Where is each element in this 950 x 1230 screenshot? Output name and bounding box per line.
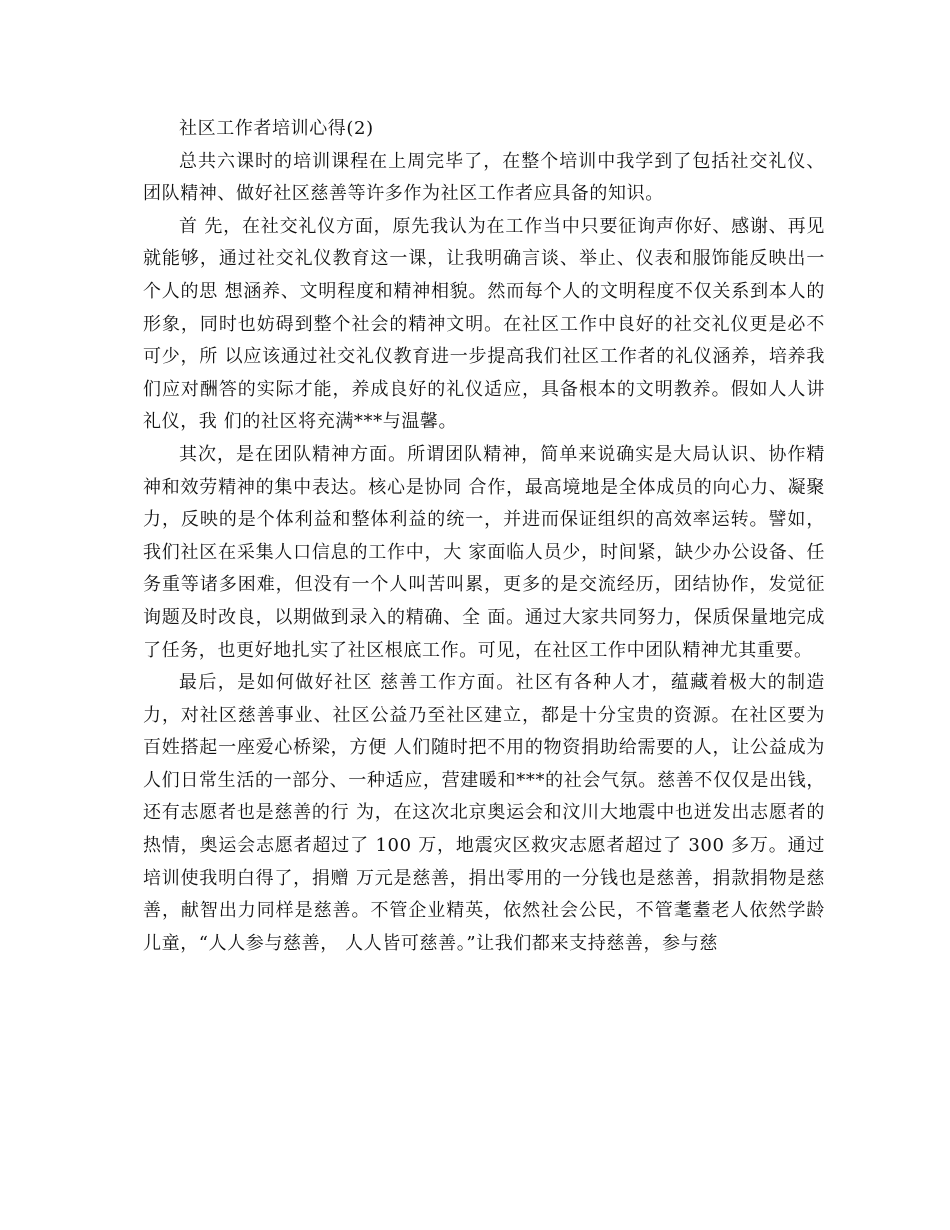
paragraph-teamwork: 其次，是在团队精神方面。所谓团队精神，简单来说确实是大局认识、协作精神和效劳精神的集中表达。核心是协同 合作，最高境地是全体成员的向心力、凝聚力，反映的是个体利益和整体利益的统一，并进而保证组织的高效率运转。譬如，我们社区在采集人口信息的工作中，大 家面临人员少，时间紧，缺少办公设备、任务重等诸多困难，但没有一个人叫苦叫累，更多的是交流经历，团结协作，发觉征询题及时改良，以期做到录入的精确、全 面。通过大家共同努力，保质保量地完成了任务，也更好地扎实了社区根底工作。可见，在社区工作中团队精神尤其重要。 <box>143 443 825 661</box>
document-title: 社区工作者培训心得(2) <box>179 118 374 139</box>
paragraph-intro: 总共六课时的培训课程在上周完毕了，在整个培训中我学到了包括社交礼仪、团队精神、做好社区慈善等许多作为社区工作者应具备的知识。 <box>143 150 825 205</box>
document-body <box>143 113 825 960</box>
paragraph-etiquette: 首 先，在社交礼仪方面，原先我认为在工作当中只要征询声你好、感谢、再见就能够，通过社交礼仪教育这一课，让我明确言谈、举止、仪表和服饰能反映出一个人的思 想涵养、文明程度和精神相貌。然而每个人的文明程度不仅关系到本人的形象，同时也妨碍到整个社会的精神文明。在社区工作中良好的社交礼仪更是必不可少，所 以应该通过社交礼仪教育进一步提高我们社区工作者的礼仪涵养，培养我们应对酬答的实际才能，养成良好的礼仪适应，具备根本的文明教养。假如人人讲礼仪，我 们的社区将充满***与温馨。 <box>143 215 825 433</box>
paragraph-charity: 最后，是如何做好社区 慈善工作方面。社区有各种人才，蕴藏着极大的制造力，对社区慈善事业、社区公益乃至社区建立，都是十分宝贵的资源。在社区要为百姓搭起一座爱心桥梁，方便 人们随时把不用的物资捐助给需要的人，让公益成为人们日常生活的一部分、一种适应，营建暖和***的社会气氛。慈善不仅仅是出钱，还有志愿者也是慈善的行 为，在这次北京奥运会和汶川大地震中也迸发出志愿者的热情，奥运会志愿者超过了 100 万，地震灾区救灾志愿者超过了 300 多万。通过培训使我明白得了，捐赠 万元是慈善，捐出零用的一分钱也是慈善，捐款捐物是慈善，献智出力同样是慈善。不管企业精英，依然社会公民，不管耄耋老人依然学龄儿童，“人人参与慈善， 人人皆可慈善。”让我们都来支持慈善，参与慈 <box>143 672 825 954</box>
